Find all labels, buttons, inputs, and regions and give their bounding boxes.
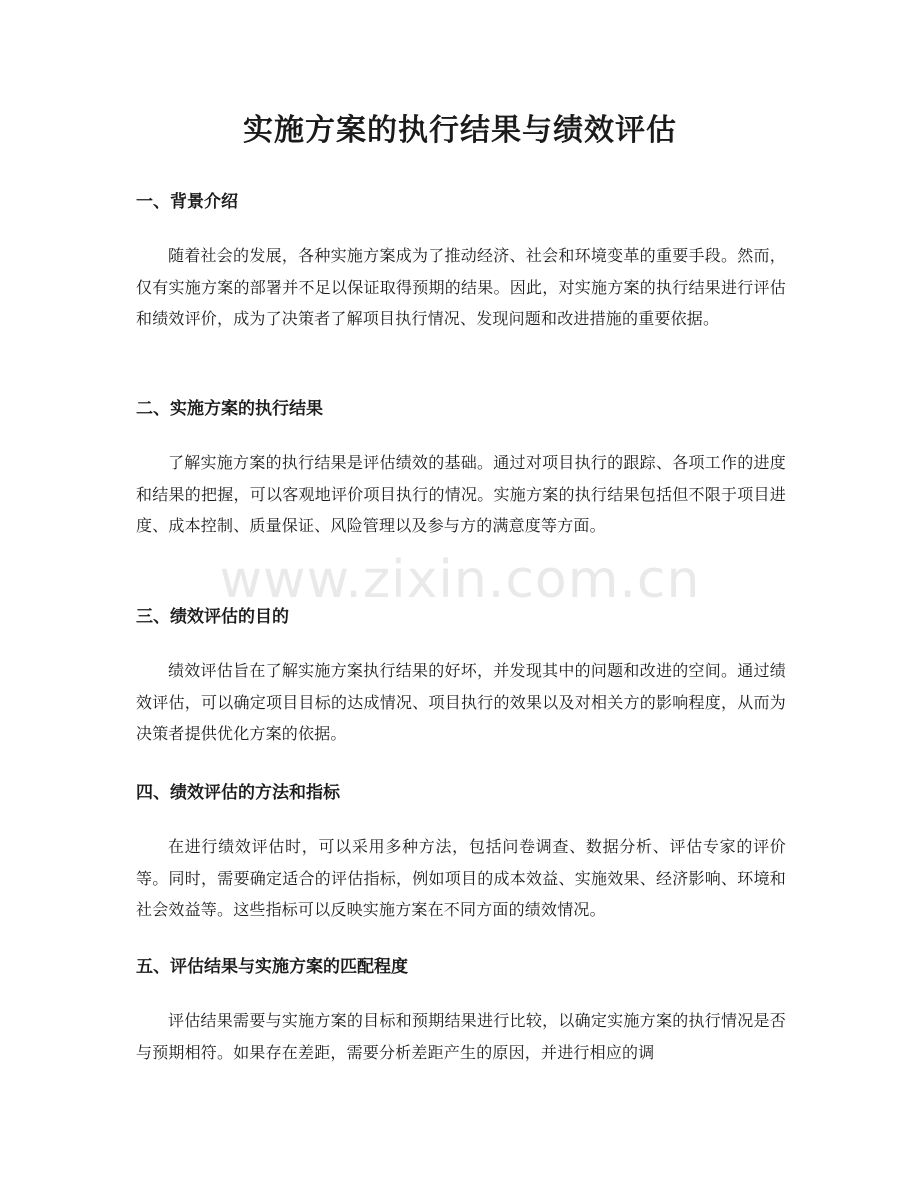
section-paragraph: 了解实施方案的执行结果是评估绩效的基础。通过对项目执行的跟踪、各项工作的进度和结果的把握，可以客观地评价项目执行的情况。实施方案的执行结果包括但不限于项目进度、成本控制、质量保证、风险管理以及参与方的满意度等方面。 <box>136 453 786 535</box>
section-execution-results <box>136 395 786 542</box>
section-paragraph: 在进行绩效评估时，可以采用多种方法，包括问卷调查、数据分析、评估专家的评价等。同时，需要确定适合的评估指标，例如项目的成本效益、实施效果、经济影响、环境和社会效益等。这些指标可以反映实施方案在不同方面的绩效情况。 <box>136 837 786 919</box>
document-title: 实施方案的执行结果与绩效评估 <box>243 113 677 148</box>
section-background <box>136 188 786 335</box>
section-paragraph: 随着社会的发展，各种实施方案成为了推动经济、社会和环境变革的重要手段。然而，仅有实施方案的部署并不足以保证取得预期的结果。因此，对实施方案的执行结果进行评估和绩效评价，成为了决策者了解项目执行情况、发现问题和改进措施的重要依据。 <box>136 246 786 328</box>
section-paragraph: 绩效评估旨在了解实施方案执行结果的好坏，并发现其中的问题和改进的空间。通过绩效评估，可以确定项目目标的达成情况、项目执行的效果以及对相关方的影响程度，从而为决策者提供优化方案的依据。 <box>136 661 786 743</box>
section-heading: 三、绩效评估的目的 <box>136 607 289 627</box>
section-paragraph: 评估结果需要与实施方案的目标和预期结果进行比较，以确定实施方案的执行情况是否与预期相符。如果存在差距，需要分析差距产生的原因，并进行相应的调 <box>136 1011 786 1062</box>
section-evaluation-methods <box>136 779 786 926</box>
section-result-matching <box>136 953 786 1068</box>
section-heading: 五、评估结果与实施方案的匹配程度 <box>136 957 408 977</box>
section-heading: 一、背景介绍 <box>136 192 238 212</box>
section-heading: 二、实施方案的执行结果 <box>136 399 323 419</box>
watermark: www.zixin.com.cn <box>219 550 701 610</box>
section-evaluation-purpose <box>136 603 786 750</box>
section-heading: 四、绩效评估的方法和指标 <box>136 783 340 803</box>
